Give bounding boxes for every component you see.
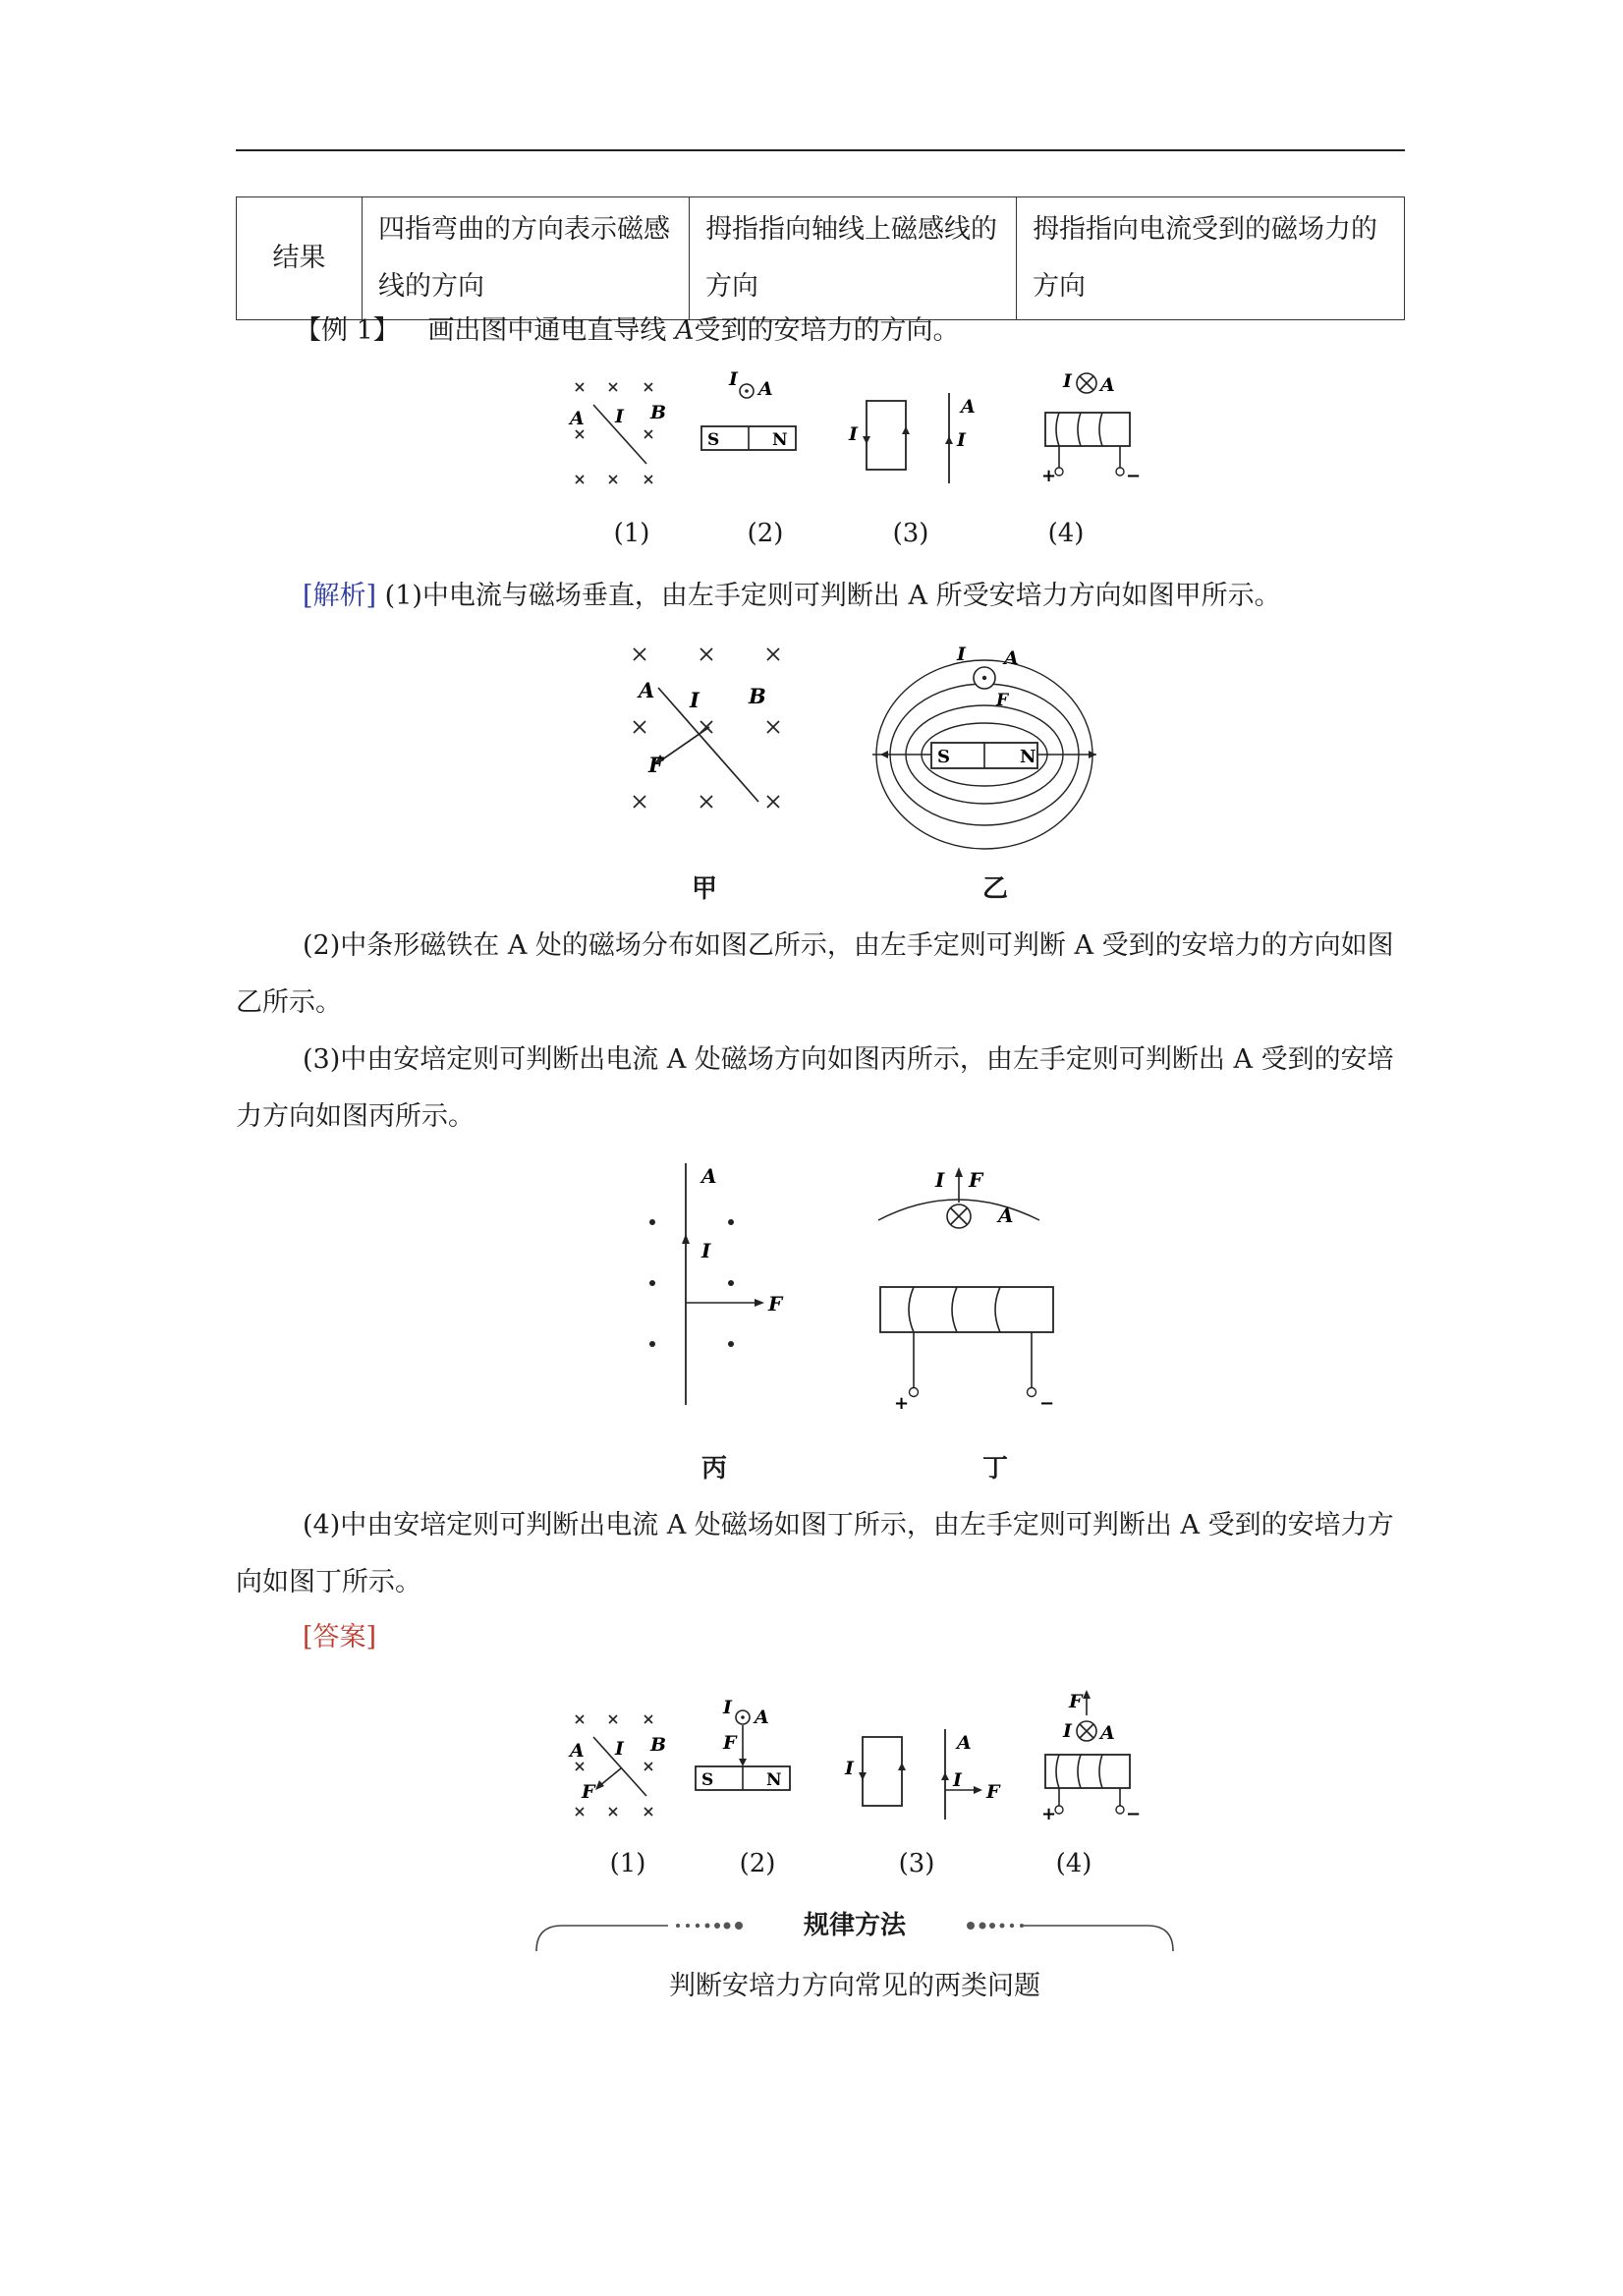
svg-text:B: B (650, 1734, 667, 1756)
svg-text:I: I (935, 1168, 945, 1192)
cell-2: 拇指指向轴线上磁感线的方向 (690, 197, 1017, 320)
example-label: 【例 1】 (295, 315, 400, 346)
q-num-4: (4) (1047, 519, 1085, 548)
cell-1: 四指弯曲的方向表示磁感线的方向 (363, 197, 690, 320)
answer-label: [答案] (303, 1622, 377, 1652)
svg-text:A: A (758, 378, 773, 400)
svg-text:−: − (1126, 1804, 1142, 1824)
svg-text:A: A (1100, 1722, 1115, 1744)
svg-text:F: F (969, 1168, 983, 1192)
svg-text:A: A (961, 396, 976, 418)
svg-text:F: F (648, 753, 663, 777)
analysis-p4: (4)中由安培定则可判断出电流 A 处磁场如图丁所示，由左手定则可判断出 A 受到的安培力方向如图丁所示。 (236, 1510, 1394, 1597)
svg-text:A: A (1100, 374, 1115, 396)
svg-text:I: I (615, 1738, 624, 1760)
a-num-1: (1) (609, 1849, 646, 1878)
svg-text:I: I (690, 688, 700, 712)
analysis-p3: (3)中由安培定则可判断出电流 A 处磁场方向如图丙所示，由左手定则可判断出 A 受到的安培力方向如图丙所示。 (236, 1044, 1394, 1132)
svg-text:I: I (953, 1769, 962, 1791)
svg-text:F: F (996, 691, 1009, 710)
analysis-p1: [解析] (1)中电流与磁场垂直，由左手定则可判断出 A 所受安培力方向如图甲所示。 (303, 581, 1281, 611)
svg-text:I: I (957, 429, 966, 451)
svg-text:−: − (1126, 466, 1142, 486)
svg-text:F: F (582, 1781, 595, 1803)
method-title: 判断安培力方向常见的两类问题 (669, 1971, 1040, 2001)
example-question: 【例 1】 画出图中通电直导线 A受到的安培力的方向。 (295, 315, 960, 346)
svg-text:F: F (768, 1292, 783, 1316)
figures-bing-ding (629, 1159, 1091, 1415)
analysis-p2: (2)中条形磁铁在 A 处的磁场分布如图乙所示，由左手定则可判断 A 受到的安培力的方向如图乙所示。 (236, 930, 1394, 1018)
answer-heading (236, 1609, 1405, 1666)
svg-text:A: A (570, 408, 585, 429)
fig-jia-label: 甲 (691, 874, 717, 904)
svg-text:+: + (1041, 466, 1057, 486)
svg-text:A: A (998, 1204, 1014, 1227)
svg-text:−: − (1039, 1393, 1055, 1414)
svg-text:N: N (1020, 747, 1036, 767)
svg-text:I: I (1063, 370, 1072, 392)
fig1-crosses (576, 383, 652, 483)
svg-text:I: I (615, 406, 624, 427)
svg-text:S: S (707, 430, 720, 450)
svg-text:S: S (701, 1770, 714, 1790)
fig-yi-label: 乙 (981, 874, 1008, 904)
svg-text:I: I (845, 1758, 854, 1779)
svg-text:I: I (729, 368, 738, 390)
q-num-1: (1) (613, 519, 650, 548)
a-num-4: (4) (1055, 1849, 1092, 1878)
a-num-2: (2) (739, 1849, 776, 1878)
svg-text:N: N (766, 1770, 782, 1790)
svg-text:A: A (957, 1732, 972, 1754)
row-label: 结果 (237, 197, 363, 320)
fig-ding-label: 丁 (981, 1454, 1008, 1484)
svg-text:A: A (1004, 647, 1019, 669)
svg-text:N: N (772, 430, 788, 450)
q-num-2: (2) (747, 519, 784, 548)
svg-text:A: A (755, 1707, 769, 1728)
svg-text:I: I (723, 1697, 732, 1718)
a-num-3: (3) (898, 1849, 935, 1878)
svg-text:I: I (957, 644, 966, 665)
svg-text:I: I (849, 423, 858, 445)
fig-bing-label: 丙 (700, 1454, 727, 1484)
svg-text:A: A (639, 678, 655, 702)
answer-figures (550, 1688, 1159, 1835)
svg-text:F: F (1069, 1691, 1083, 1712)
analysis-label: [解析] (303, 581, 377, 611)
svg-text:A: A (701, 1164, 717, 1188)
method-banner: 规律方法 (803, 1911, 906, 1940)
svg-text:S: S (937, 747, 950, 767)
svg-text:B: B (749, 684, 766, 708)
q-num-3: (3) (892, 519, 929, 548)
svg-text:I: I (1063, 1720, 1072, 1742)
question-figures (550, 365, 1159, 493)
cell-3: 拇指指向电流受到的磁场力的方向 (1017, 197, 1405, 320)
header-rule (236, 149, 1405, 151)
svg-text:+: + (1041, 1804, 1057, 1824)
svg-text:+: + (894, 1393, 910, 1414)
svg-text:F: F (723, 1732, 737, 1754)
figures-jia-yi (599, 629, 1110, 894)
svg-text:B: B (650, 402, 667, 423)
svg-text:F: F (986, 1781, 1000, 1803)
svg-text:I: I (701, 1239, 711, 1262)
svg-text:A: A (570, 1740, 585, 1762)
